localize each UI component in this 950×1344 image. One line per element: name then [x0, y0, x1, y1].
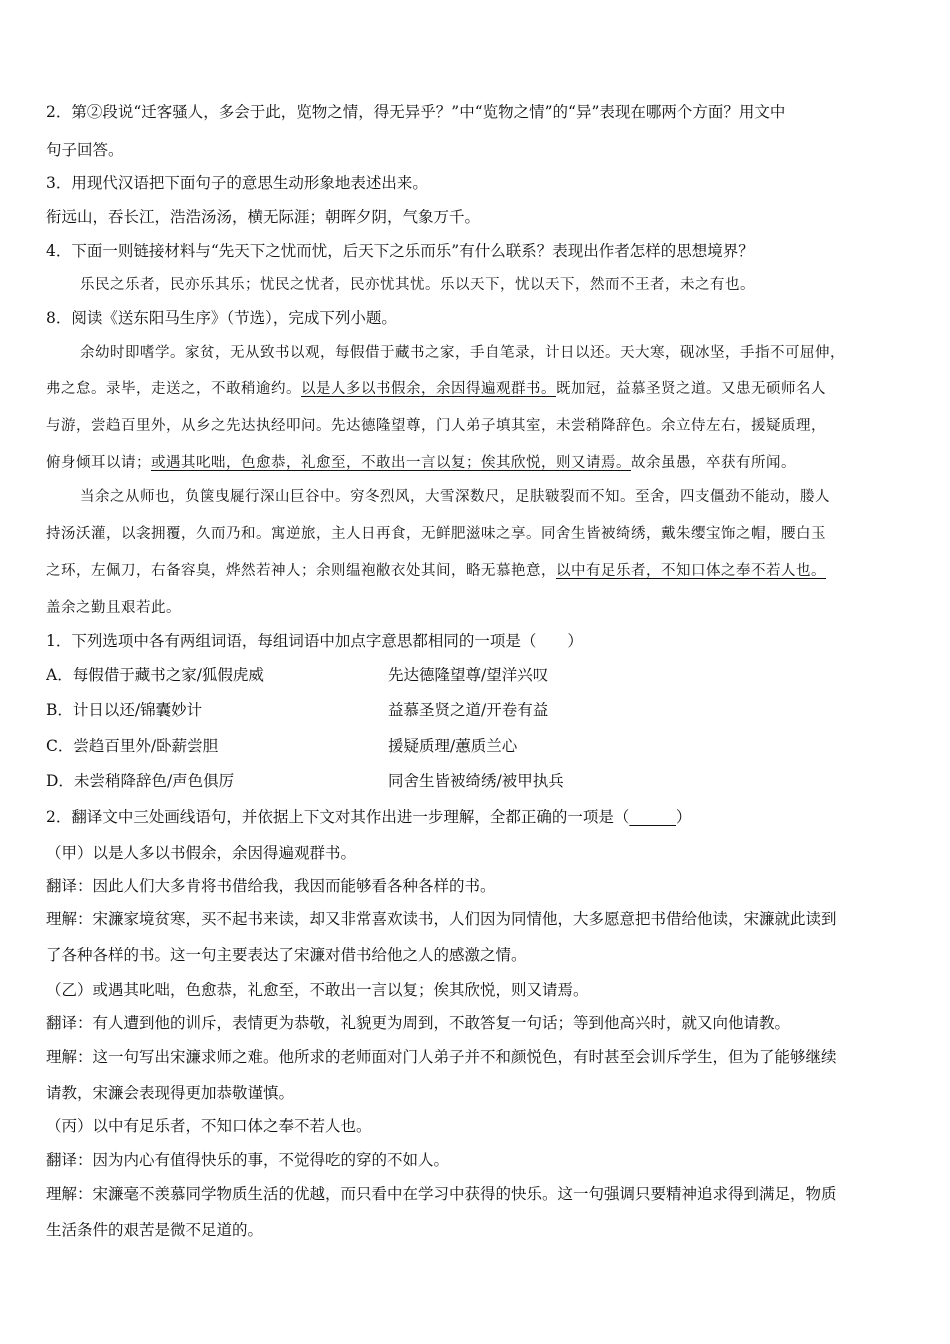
- passage-text: 既加冠，益慕圣贤之道。又患无硕师名人: [556, 381, 826, 397]
- option-a[interactable]: [46, 664, 916, 686]
- jia-understanding-line1: 理解：宋濂家境贫寒，买不起书来读，却又非常喜欢读书，人们因为同情他，大多愿意把书借给他读，宋濂就此读到: [46, 910, 837, 928]
- passage-text: 弗之怠。录毕，走送之，不敢稍逾约。: [46, 381, 301, 397]
- q4-text: 4．下面一则链接材料与“先天下之忧而忧，后天下之乐而乐”有什么联系？表现出作者怎样的思想境界？: [46, 242, 754, 260]
- jia-sentence: （甲）以是人多以书假余，余因得遍观群书。: [46, 844, 357, 862]
- passage-p1-line3: 与游，尝趋百里外，从乡之先达执经叩问。先达德隆望尊，门人弟子填其室，未尝稍降辞色。余立侍左右，援疑质理，: [46, 418, 826, 434]
- sub-question-1-stem: 1．下列选项中各有两组词语，每组词语中加点字意思都相同的一项是（ ）: [46, 632, 583, 650]
- option-left: 每假借于藏书之家/狐假虎威: [72, 666, 264, 684]
- q3-text: 3．用现代汉语把下面句子的意思生动形象地表述出来。: [46, 174, 428, 192]
- option-left: 尝趋百里外/卧薪尝胆: [73, 737, 219, 755]
- q2-text-line2: 句子回答。: [46, 141, 124, 159]
- yi-sentence: （乙）或遇其叱咄，色愈恭，礼愈至，不敢出一言以复；俟其欣悦，则又请焉。: [46, 981, 589, 999]
- option-label: C．: [46, 737, 74, 755]
- yi-understanding-line2: 请教，宋濂会表现得更加恭敬谨慎。: [46, 1084, 295, 1102]
- bing-translation: 翻译：因为内心有值得快乐的事，不觉得吃的穿的不如人。: [46, 1151, 450, 1169]
- bing-understanding-line1: 理解：宋濂毫不羡慕同学物质生活的优越，而只看中在学习中获得的快乐。这一句强调只要精神追求得到满足，物质: [46, 1185, 837, 1203]
- option-left: 计日以还/锦囊妙计: [72, 701, 203, 719]
- option-right: 同舍生皆被绮绣/被甲执兵: [388, 772, 564, 790]
- passage-text: 之环，左佩刀，右备容臭，烨然若神人；余则缊袍敝衣处其间，略无慕艳意，: [46, 563, 556, 579]
- passage-p2-line3: [46, 560, 916, 582]
- answer-blank[interactable]: ______: [629, 808, 676, 826]
- yi-understanding-line1: 理解：这一句写出宋濂求师之难。他所求的老师面对门人弟子并不和颜悦色，有时甚至会训斥学生，但为了能够继续: [46, 1048, 837, 1066]
- passage-p1-line2: [46, 378, 916, 400]
- option-left: 未尝稍降辞色/声色俱厉: [73, 772, 235, 790]
- passage-p2-line1: 当余之从师也，负箧曳屣行深山巨谷中。穷冬烈风，大雪深数尺，足肤皲裂而不知。至舍，四支僵劲不能动，媵人: [80, 489, 830, 505]
- option-d[interactable]: [46, 770, 916, 792]
- q2-text-line1: 2．第②段说“迁客骚人，多会于此，览物之情，得无异乎？”中“览物之情”的“异”表现在哪两个方面？用文中: [46, 103, 786, 121]
- sub-question-2-stem: [46, 806, 916, 828]
- q3-sentence: 衔远山，吞长江，浩浩汤汤，横无际涯；朝晖夕阴，气象万千。: [46, 208, 481, 226]
- underlined-sentence-jia: 以是人多以书假余，余因得遍观群书。: [301, 381, 556, 397]
- stem-text: 2．翻译文中三处画线语句，并依据上下文对其作出进一步理解，全都正确的一项是（: [46, 808, 630, 826]
- option-label: D．: [46, 772, 74, 790]
- option-b[interactable]: [46, 699, 916, 721]
- yi-translation: 翻译：有人遭到他的训斥，表情更为恭敬，礼貌更为周到，不敢答复一句话；等到他高兴时，就又向他请教。: [46, 1014, 791, 1032]
- option-c[interactable]: [46, 735, 916, 757]
- jia-understanding-line2: 了各种各样的书。这一句主要表达了宋濂对借书给他之人的感激之情。: [46, 946, 527, 964]
- passage-p1-line4: [46, 452, 916, 474]
- option-right: 援疑质理/蕙质兰心: [388, 737, 518, 755]
- option-label: B．: [46, 701, 73, 719]
- q8-title: 8．阅读《送东阳马生序》（节选），完成下列小题。: [46, 309, 397, 327]
- q4-link-material: 乐民之乐者，民亦乐其乐；忧民之忧者，民亦忧其忧。乐以天下，忧以天下，然而不王者，未之有也。: [80, 277, 755, 293]
- bing-sentence: （丙）以中有足乐者，不知口体之奉不若人也。: [46, 1117, 372, 1135]
- passage-p2-line2: 持汤沃灌，以衾拥覆，久而乃和。寓逆旅，主人日再食，无鲜肥滋味之享。同舍生皆被绮绣，戴朱缨宝饰之帽，腰白玉: [46, 526, 826, 542]
- option-label: A．: [46, 666, 73, 684]
- passage-text: 俯身倾耳以请；: [46, 455, 151, 471]
- passage-text: 故余虽愚，卒获有所闻。: [631, 455, 796, 471]
- jia-translation: 翻译：因此人们大多肯将书借给我，我因而能够看各种各样的书。: [46, 877, 496, 895]
- underlined-sentence-yi: 或遇其叱咄，色愈恭，礼愈至，不敢出一言以复；俟其欣悦，则又请焉。: [151, 455, 631, 471]
- stem-text: ）: [675, 808, 692, 826]
- bing-understanding-line2: 生活条件的艰苦是微不足道的。: [46, 1221, 264, 1239]
- option-right: 先达德隆望尊/望洋兴叹: [388, 666, 549, 684]
- underlined-sentence-bing: 以中有足乐者，不知口体之奉不若人也。: [556, 563, 826, 579]
- passage-p1-line1: 余幼时即嗜学。家贫，无从致书以观，每假借于藏书之家，手自笔录，计日以还。天大寒，砚冰坚，手指不可屈伸，: [80, 345, 845, 361]
- option-right: 益慕圣贤之道/开卷有益: [388, 701, 549, 719]
- passage-p2-line4: 盖余之勤且艰若此。: [46, 600, 181, 616]
